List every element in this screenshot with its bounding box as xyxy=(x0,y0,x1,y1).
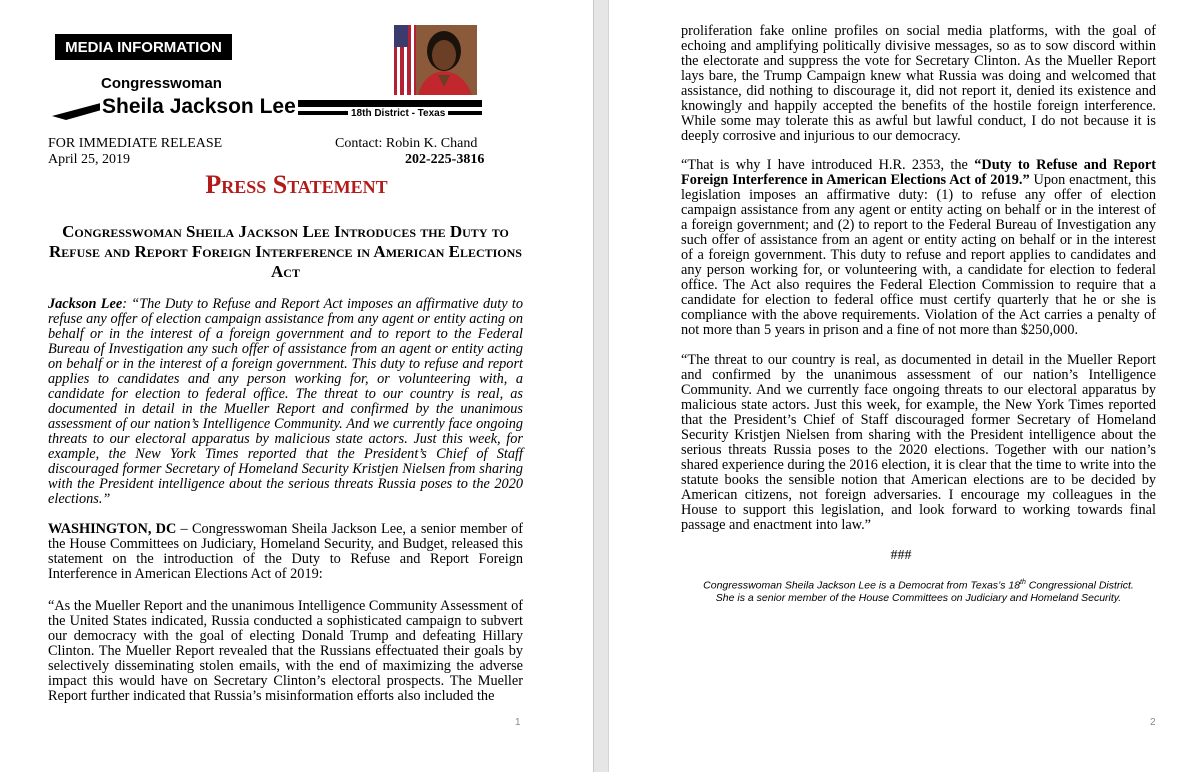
bio-line-1-end: Congressional District. xyxy=(1025,579,1134,592)
dateline-paragraph xyxy=(48,522,523,582)
bio-line-1: Congresswoman Sheila Jackson Lee is a Democrat from Texas’s 18 xyxy=(703,579,1021,592)
paragraph-intro: “That is why I have introduced H.R. 2353, the xyxy=(681,157,975,173)
statement-paragraph-2: proliferation fake online profiles on social media platforms, with the goal of echoing and amplifying politically divisive messages, so as to sow discord within the electorate and suppress the vote for Secretary Clinton. As the Mueller Report lays bare, the Trump Campaign knew what Russia was doing and welcomed that assistance, did nothing to discourage it, did not report it, denied its existence and knowingly and happily accepted the benefits of the hostile foreign interference. While some may tolerate this as awful but lawful conduct, I do not because it is deeply corrosive and injurious to our democracy. xyxy=(681,23,1156,144)
release-label: FOR IMMEDIATE RELEASE xyxy=(48,136,223,151)
bio-note xyxy=(681,577,1156,604)
dateline: WASHINGTON, DC xyxy=(48,521,177,537)
media-information-text: MEDIA INFORMATION xyxy=(65,39,222,56)
bio-line-2: She is a senior member of the House Committees on Judiciary and Homeland Security. xyxy=(715,591,1122,604)
district-label: 18th District - Texas xyxy=(348,108,448,119)
press-statement-heading: Press Statement xyxy=(205,170,388,199)
statement-paragraph-4: “The threat to our country is real, as documented in detail in the Mueller Report and confirmed by the unanimous assessment of our nation’s Intelligence Community. And we currently face ongoing threats to our electoral apparatus by malicious state actors. Just this week, for example, the New York Times reported that the President’s Chief of Staff discouraged former Secretary of Homeland Security Kristjen Nielsen from sharing with the President intelligence about the serious threats Russia poses to the 2020 elections. Together with our nation’s shared experience during the 2016 election, it is clear that the time to write into the statute books the sensible notion that American elections are to be decided by American citizens, not foreign adversaries. I encourage my colleagues in the House to support this legislation, and look forward to working towards final passage and enactment into law.” xyxy=(681,352,1156,533)
dateline-text: – Congresswoman Sheila Jackson Lee, a senior member of the House Committees on Judiciary, Homeland Security, and Budget, released this statement on the introduction of the Duty to Refuse and Report Foreign Interference in American Elections Act of 2019: xyxy=(48,521,523,582)
release-date: April 25, 2019 xyxy=(48,152,131,167)
media-information-label xyxy=(56,35,231,59)
act-title: “Duty to Refuse and Report Foreign Interference in American Elections Act of 2019.” xyxy=(681,157,1157,188)
page-number: 1 xyxy=(515,717,521,728)
title-prefix: Congresswoman xyxy=(101,75,222,92)
statement-paragraph-3 xyxy=(681,158,1156,338)
bio-superscript: th xyxy=(1020,579,1026,586)
document-page-2 xyxy=(609,0,1193,772)
congresswoman-portrait xyxy=(394,25,477,95)
quote-speaker: Jackson Lee xyxy=(48,296,123,312)
paragraph-body: Upon enactment, this legislation imposes an affirmative duty: (1) to refuse any offer of election campaign assistance from any agent or entity acting on behalf or in the interest of a foreign government; and (2) to report to the Federal Bureau of Investigation any such offer of assistance from an agent or entity acting on behalf or in the interest of a foreign government. This duty to refuse and report applies to candidates and any person working for, or volunteering with, a candidate for election to federal office. The Act also requires the Federal Election Commission to require that a candidate for election to federal office must certify quarterly that he or she is compliance with the above requirements. Violation of the Act carries a penalty of not more than 5 years in prison and a fine of not more than $250,000. xyxy=(681,172,1157,338)
quote-text: : “The Duty to Refuse and Report Act imposes an affirmative duty to refuse any offer of election campaign assistance from any agent or entity acting on behalf or in the interest of a foreign government and to report to the Federal Bureau of Investigation any such offer of assistance from an agent or entity acting on behalf or in the interest of a foreign government. This duty to refuse and report applies to candidates and any person working for, or volunteering with, a candidate for election to federal office. The threat to our country is real, as documented in detail in the Mueller Report and confirmed by the unanimous assessment of our nation’s Intelligence Community. And we currently face ongoing threats to our electoral apparatus by malicious state actors. Just this week, for example, the New York Times reported that the President’s Chief of Staff discouraged former Secretary of Homeland Security Kristjen Nielsen from sharing with the President intelligence about the serious threats Russia poses to the 2020 elections.” xyxy=(48,296,523,507)
quote-paragraph xyxy=(48,297,523,507)
document-page-1 xyxy=(0,0,593,772)
statement-headline: Congresswoman Sheila Jackson Lee Introduces the Duty to Refuse and Report Foreign Interference in American Elections Act xyxy=(49,222,522,281)
contact-name: Contact: Robin K. Chand xyxy=(335,136,478,151)
page-number: 2 xyxy=(1150,717,1156,728)
end-mark: ### xyxy=(890,548,912,563)
statement-paragraph-1: “As the Mueller Report and the unanimous Intelligence Community Assessment of the United States indicated, Russia conducted a sophisticated campaign to subvert our democracy with the goal of electing Donald Trump and defeating Hillary Clinton. The Mueller Report revealed that the Russians effectuated their goals by selectively disseminating stolen emails, with the end of maximizing the adverse impact this would have on Secretary Clinton’s electoral prospects. The Mueller Report further indicated that Russia’s misinformation efforts also included the xyxy=(48,598,523,704)
contact-phone: 202-225-3816 xyxy=(405,152,485,167)
page-gutter xyxy=(593,0,609,772)
congresswoman-name: Sheila Jackson Lee xyxy=(102,95,296,118)
